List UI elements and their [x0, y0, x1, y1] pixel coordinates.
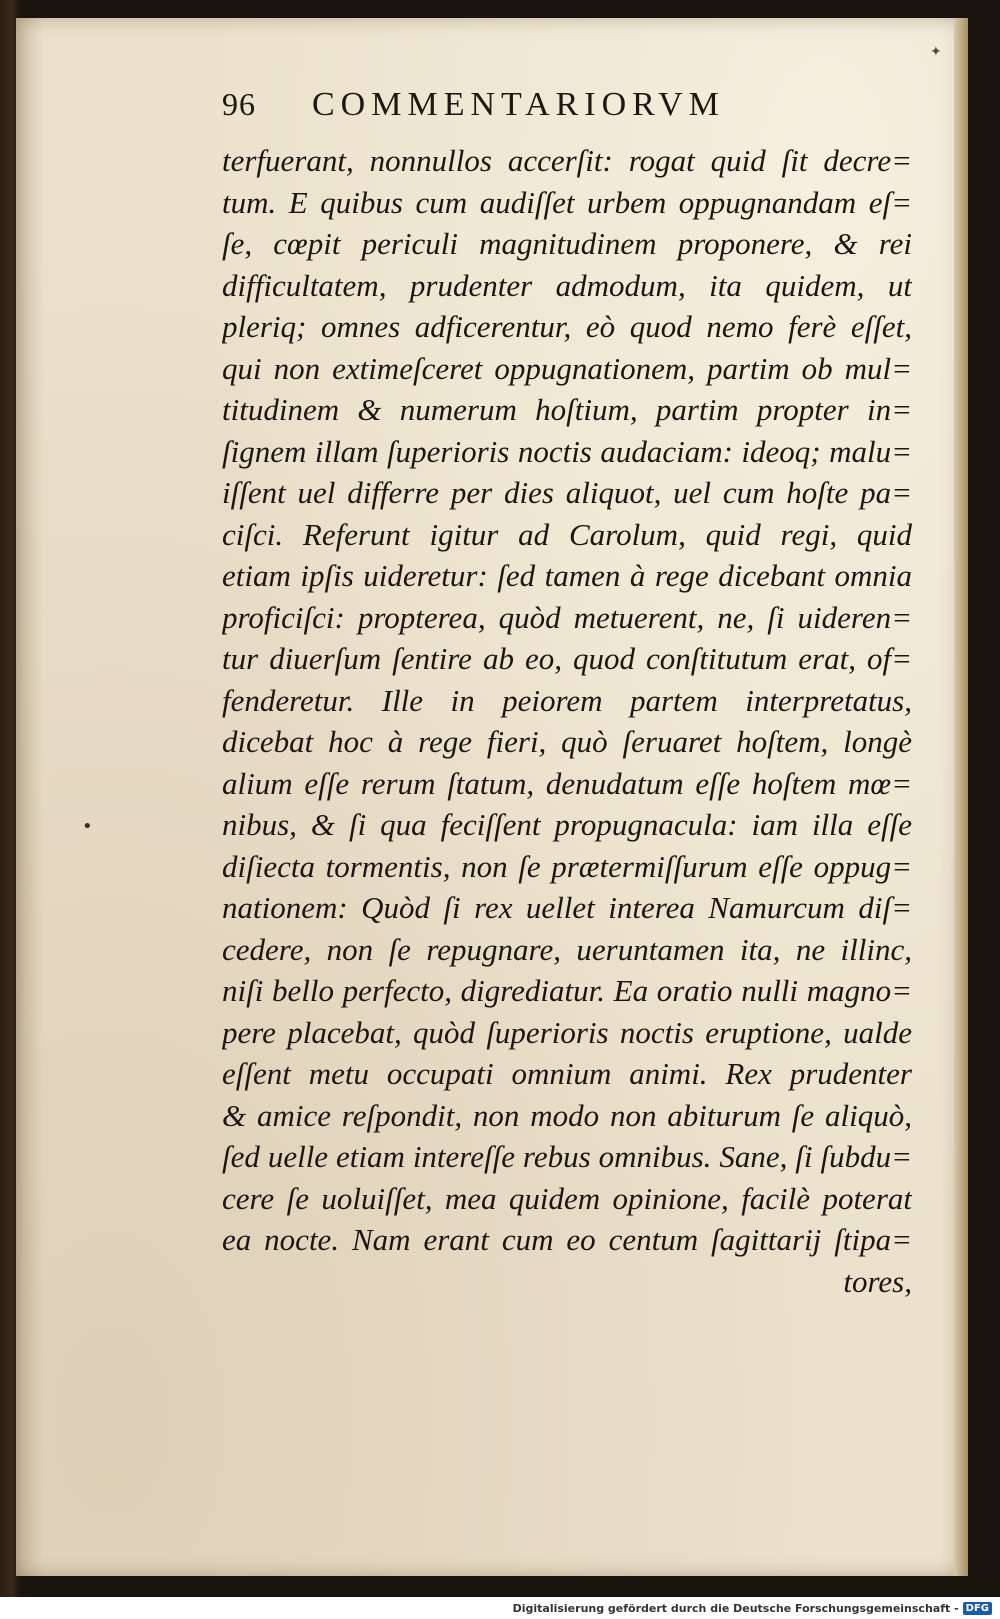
text-line: qui non extimeſceret oppugnationem, partim ob mul=: [222, 350, 912, 386]
page-number: 96: [222, 86, 256, 122]
text-line: dicebat hoc à rege fieri, quò ſeruaret hoſtem, longè: [222, 724, 912, 759]
text-line: ciſci. Referunt igitur ad Carolum, quid regi, quid: [222, 516, 912, 552]
text-line: pleriq; omnes adficerentur, eò quod nemo ferè eſſet,: [222, 309, 912, 344]
text-line: alium eſſe rerum ſtatum, denudatum eſſe hoſtem mœ=: [222, 765, 912, 801]
text-line: difficultatem, prudenter admodum, ita quidem, ut: [222, 267, 912, 303]
running-title: COMMENTARIORVM: [312, 86, 725, 123]
digitization-footer: [0, 1597, 1000, 1619]
text-line: nibus, & ſi qua feciſſent propugnacula: iam illa eſſe: [222, 807, 912, 842]
running-head: [222, 86, 842, 130]
text-line: eſſent metu occupati omnium animi. Rex prudenter: [222, 1056, 912, 1091]
footer-credit: Digitalisierung gefördert durch die Deutsche Forschungsgemeinschaft -: [512, 1601, 959, 1615]
text-line: tur diuerſum ſentire ab eo, quod conſtitutum erat, of=: [222, 641, 912, 676]
text-line: ea nocte. Nam erant cum eo centum ſagittarij ſtipa=: [222, 1222, 912, 1257]
text-line: terfuerant, nonnullos accerſit: rogat quid ſit decre=: [222, 143, 912, 178]
text-line: ſe, cœpit periculi magnitudinem proponere, & rei: [222, 226, 912, 261]
corner-mark: ✦: [930, 44, 942, 60]
text-line: proficiſci: propterea, quòd metuerent, ne, ſi uideren=: [222, 599, 912, 635]
text-block: [222, 140, 912, 1302]
text-line: cere ſe uoluiſſet, mea quidem opinione, facilè poterat: [222, 1180, 912, 1216]
text-line: ſignem illam ſuperioris noctis audaciam: ideoq; malu=: [222, 433, 912, 469]
text-line: cedere, non ſe repugnare, ueruntamen ita, ne illinc,: [222, 931, 912, 967]
text-line: fenderetur. Ille in peiorem partem interpretatus,: [222, 682, 912, 718]
text-line: ſed uelle etiam intereſſe rebus omnibus. Sane, ſi ſubdu=: [222, 1139, 912, 1174]
margin-mark: •: [82, 816, 93, 837]
text-line: nationem: Quòd ſi rex uellet interea Namurcum diſ=: [222, 890, 912, 925]
page-edge: [954, 18, 968, 1576]
dfg-logo-icon: DFG: [963, 1602, 992, 1615]
text-line: niſi bello perfecto, digrediatur. Ea oratio nulli magno=: [222, 973, 912, 1008]
catchword: tores,: [843, 1263, 912, 1299]
text-line: diſiecta tormentis, non ſe prætermiſſurum eſſe oppug=: [222, 848, 912, 884]
text-line: iſſent uel differre per dies aliquot, uel cum hoſte pa=: [222, 475, 912, 510]
text-line: pere placebat, quòd ſuperioris noctis eruptione, ualde: [222, 1014, 912, 1050]
text-line: etiam ipſis uideretur: ſed tamen à rege dicebant omnia: [222, 558, 912, 593]
text-line: & amice reſpondit, non modo non abiturum ſe aliquò,: [222, 1097, 912, 1133]
text-line: tum. E quibus cum audiſſet urbem oppugnandam eſ=: [222, 184, 912, 220]
text-line: titudinem & numerum hoſtium, partim propter in=: [222, 392, 912, 427]
